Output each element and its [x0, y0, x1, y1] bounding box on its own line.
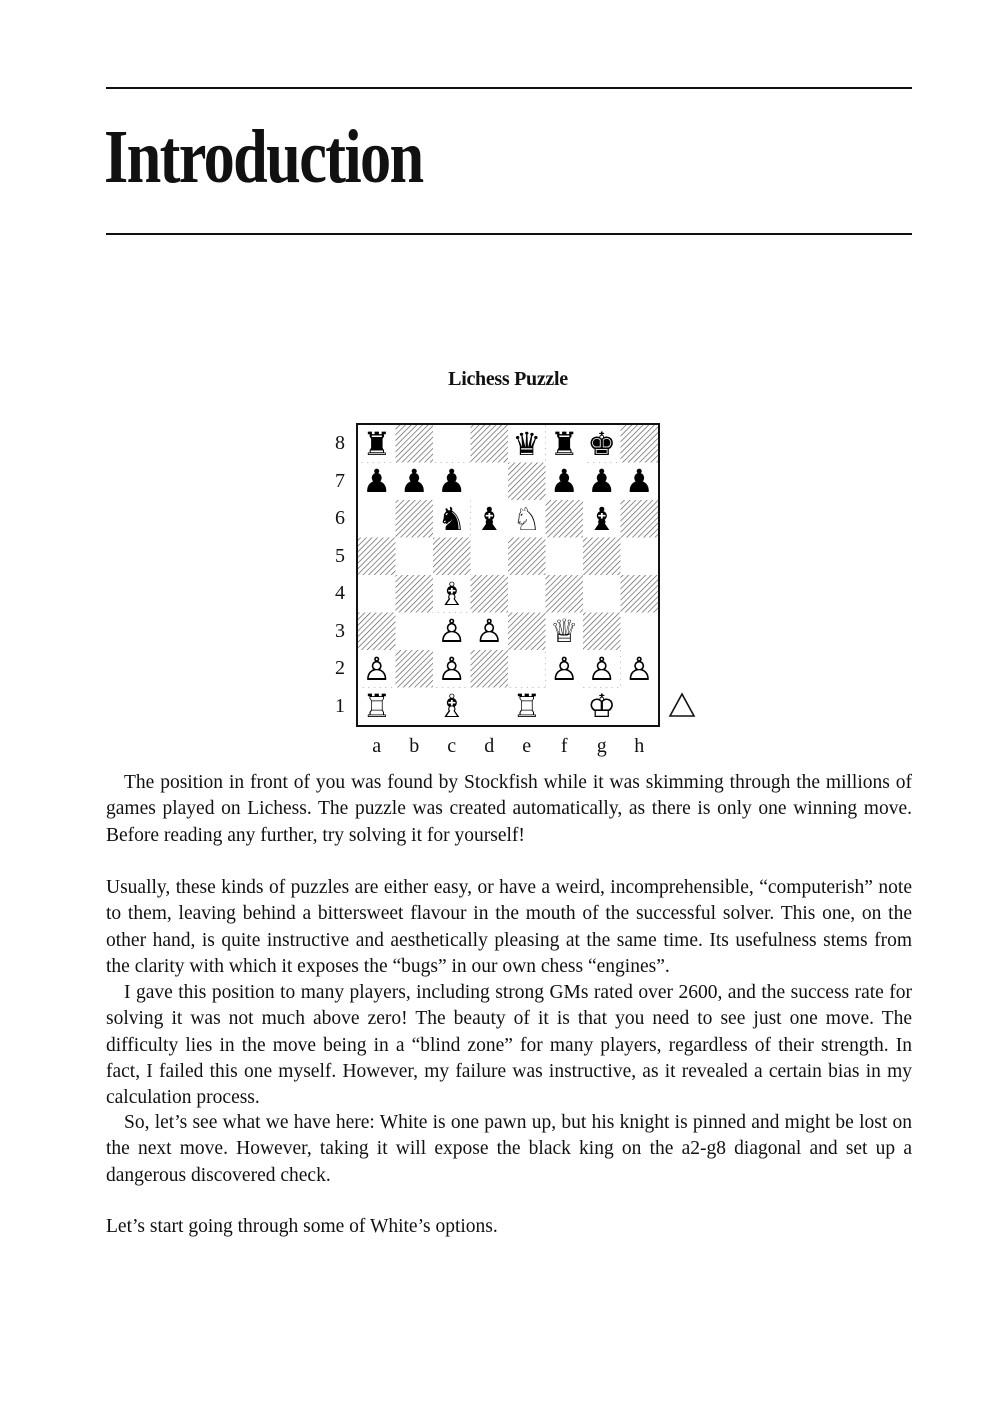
white-bishop-c4: ♗ — [437, 574, 467, 613]
body-paragraph-5: Let’s start going through some of White’s options. — [106, 1216, 498, 1237]
white-pawn-d3: ♙ — [474, 612, 504, 651]
rank-label-4: 4 — [335, 582, 345, 604]
file-label-e: e — [522, 735, 532, 757]
black-bishop-g6: ♝ — [587, 499, 617, 538]
dark-square-a3 — [358, 613, 396, 651]
body-paragraph-4: So, let’s see what we have here: White is one pawn up, but his knight is pinned and might be lost on the next move. However, taking it will expose the black king on the a2-g8 diagonal and set up a dangerous discovered check. — [106, 1112, 912, 1186]
white-rook-e1: ♖ — [508, 688, 546, 726]
dark-square-d4 — [471, 575, 509, 613]
file-label-c: c — [447, 735, 457, 757]
dark-square-b8 — [396, 425, 434, 463]
dark-square-d8 — [471, 425, 509, 463]
file-label-a: a — [372, 735, 382, 757]
white-king-g1: ♔ — [583, 688, 621, 726]
black-pawn-b7: ♟ — [399, 462, 429, 501]
black-pawn-c7: ♟ — [433, 463, 471, 501]
top-rule — [106, 87, 912, 89]
bottom-rule — [106, 233, 912, 235]
black-king-g8: ♚ — [587, 424, 617, 463]
dark-square-h6 — [621, 500, 659, 538]
body-paragraph-3: I gave this position to many players, including strong GMs rated over 2600, and the success rate for solving it was not much above zero! The beauty of it is that you need to see just one move. The difficulty lies in the move being in a “blind zone” for many players, regardless of their strength. In fact, I failed this one myself. However, my failure was instructive, as it revealed a certain bias in my calculation process. — [106, 982, 912, 1109]
white-bishop-c1: ♗ — [433, 688, 471, 726]
file-label-b: b — [409, 735, 420, 757]
body-paragraph-2: Usually, these kinds of puzzles are either easy, or have a weird, incomprehensible, “computerish” note to them, leaving behind a bittersweet flavour in the mouth of the successful solver. This one, on the other hand, is quite instructive and aesthetically pleasing at the same time. Its usefulness stems from the clarity with which it exposes the “bugs” in our own chess “engines”. — [106, 877, 912, 977]
dark-square-d2 — [471, 650, 509, 688]
dark-square-g5 — [583, 538, 621, 576]
dark-square-f6 — [546, 500, 584, 538]
rank-label-7: 7 — [335, 469, 345, 492]
black-knight-c6: ♞ — [437, 499, 467, 538]
rank-label-6: 6 — [335, 507, 345, 529]
dark-square-f4 — [546, 575, 584, 613]
dark-square-b6 — [396, 500, 434, 538]
white-rook-a1: ♖ — [358, 688, 396, 726]
black-pawn-h7: ♟ — [624, 462, 654, 501]
white-to-move-triangle-icon — [668, 692, 696, 718]
dark-square-b4 — [396, 575, 434, 613]
white-pawn-a2: ♙ — [362, 649, 392, 688]
dark-square-e3 — [508, 613, 546, 651]
dark-square-c5 — [433, 538, 471, 576]
white-pawn-c2: ♙ — [437, 649, 467, 688]
black-rook-f8: ♜ — [546, 425, 584, 463]
dark-square-b2 — [396, 650, 434, 688]
file-label-d: d — [484, 735, 495, 757]
white-pawn-c3: ♙ — [433, 613, 471, 651]
file-label-g: g — [596, 735, 607, 757]
white-queen-f3: ♕ — [549, 612, 579, 651]
rank-label-2: 2 — [335, 657, 345, 679]
diagram-caption: Lichess Puzzle — [448, 368, 568, 390]
dark-square-g3 — [583, 613, 621, 651]
black-pawn-f7: ♟ — [549, 462, 579, 501]
dark-square-a5 — [358, 538, 396, 576]
body-paragraph-1: The position in front of you was found by Stockfish while it was skimming through the millions of games played on Lichess. The puzzle was created automatically, as there is only one winning move. Before reading any further, try solving it for yourself! — [106, 772, 912, 846]
white-pawn-h2: ♙ — [621, 650, 659, 688]
black-queen-e8: ♛ — [512, 424, 542, 463]
black-pawn-g7: ♟ — [583, 463, 621, 501]
white-knight-e6: ♘ — [512, 499, 542, 538]
rank-label-5: 5 — [335, 544, 345, 567]
black-bishop-d6: ♝ — [471, 500, 509, 538]
rank-label-3: 3 — [335, 619, 345, 642]
file-label-h: h — [634, 735, 645, 757]
dark-square-e5 — [508, 538, 546, 576]
rank-label-8: 8 — [335, 432, 345, 454]
black-rook-a8: ♜ — [362, 424, 392, 463]
dark-square-h8 — [621, 425, 659, 463]
chess-board — [356, 423, 660, 727]
rank-label-1: 1 — [335, 694, 345, 717]
chapter-title: Introduction — [104, 115, 423, 199]
dark-square-h4 — [621, 575, 659, 613]
dark-square-e7 — [508, 463, 546, 501]
black-pawn-a7: ♟ — [358, 463, 396, 501]
file-label-f: f — [560, 735, 568, 757]
white-pawn-g2: ♙ — [587, 649, 617, 688]
white-pawn-f2: ♙ — [546, 650, 584, 688]
